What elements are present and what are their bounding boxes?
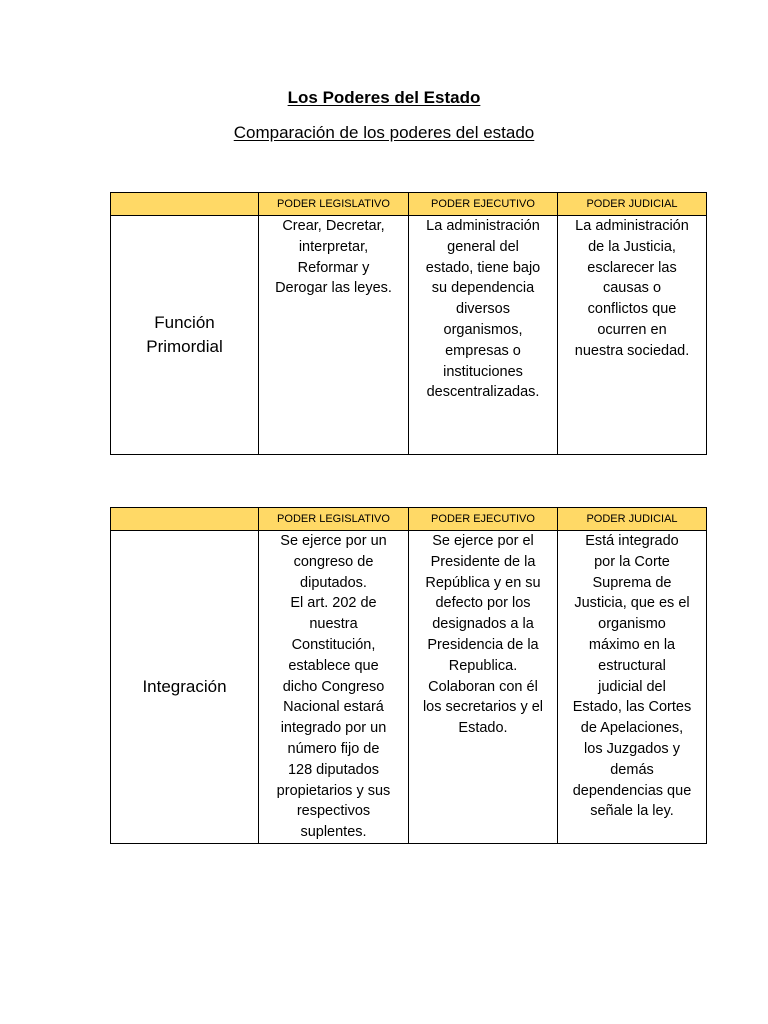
comparison-table-funcion xyxy=(110,192,707,455)
row-label-text: Integración xyxy=(142,676,227,696)
table-header-row xyxy=(111,193,707,216)
cell-judicial xyxy=(558,531,707,844)
cell-legislativo xyxy=(259,531,409,844)
cell-legislativo-text: Se ejerce por un congreso de diputados. El art. 202 de nuestra Constitución, establece que dicho Congreso Nacional estará integrado por un número fijo de 128 diputados propietarios y sus respectivos suplentes. xyxy=(276,533,391,841)
document-subtitle: Comparación de los poderes del estado xyxy=(233,123,535,142)
cell-ejecutivo xyxy=(409,216,558,455)
header-cell-ejecutivo: PODER EJECUTIVO xyxy=(409,193,558,216)
table-row xyxy=(111,216,707,455)
row-label-text: Función Primordial xyxy=(146,313,223,356)
document-title: Los Poderes del Estado xyxy=(287,88,481,107)
comparison-table-integracion xyxy=(110,507,707,844)
cell-judicial-text: La administración de la Justicia, esclarecer las causas o conflictos que ocurren en nuestra sociedad. xyxy=(574,218,690,359)
cell-legislativo-text: Crear, Decretar, interpretar, Reformar y Derogar las leyes. xyxy=(275,218,392,297)
cell-judicial-text: Está integrado por la Corte Suprema de Justicia, que es el organismo máximo en la estructural judicial del Estado, las Cortes de Apelaciones, los Juzgados y demás dependencias que señale la ley. xyxy=(572,533,692,820)
cell-legislativo xyxy=(259,216,409,455)
table-header-row xyxy=(111,508,707,531)
header-cell-empty xyxy=(111,508,259,531)
header-cell-judicial: PODER JUDICIAL xyxy=(558,193,707,216)
header-cell-empty xyxy=(111,193,259,216)
cell-judicial xyxy=(558,216,707,455)
cell-ejecutivo xyxy=(409,531,558,844)
header-cell-legislativo: PODER LEGISLATIVO xyxy=(259,508,409,531)
cell-ejecutivo-text: Se ejerce por el Presidente de la República y en su defecto por los designados a la Presidencia de la Republica. Colaboran con él los secretarios y el Estado. xyxy=(422,533,544,737)
row-label xyxy=(111,531,259,844)
row-label xyxy=(111,216,259,455)
header-cell-judicial: PODER JUDICIAL xyxy=(558,508,707,531)
table-row xyxy=(111,531,707,844)
cell-ejecutivo-text: La administración general del estado, tiene bajo su dependencia diversos organismos, empresas o instituciones descentralizadas. xyxy=(425,218,541,401)
header-cell-ejecutivo: PODER EJECUTIVO xyxy=(409,508,558,531)
header-cell-legislativo: PODER LEGISLATIVO xyxy=(259,193,409,216)
